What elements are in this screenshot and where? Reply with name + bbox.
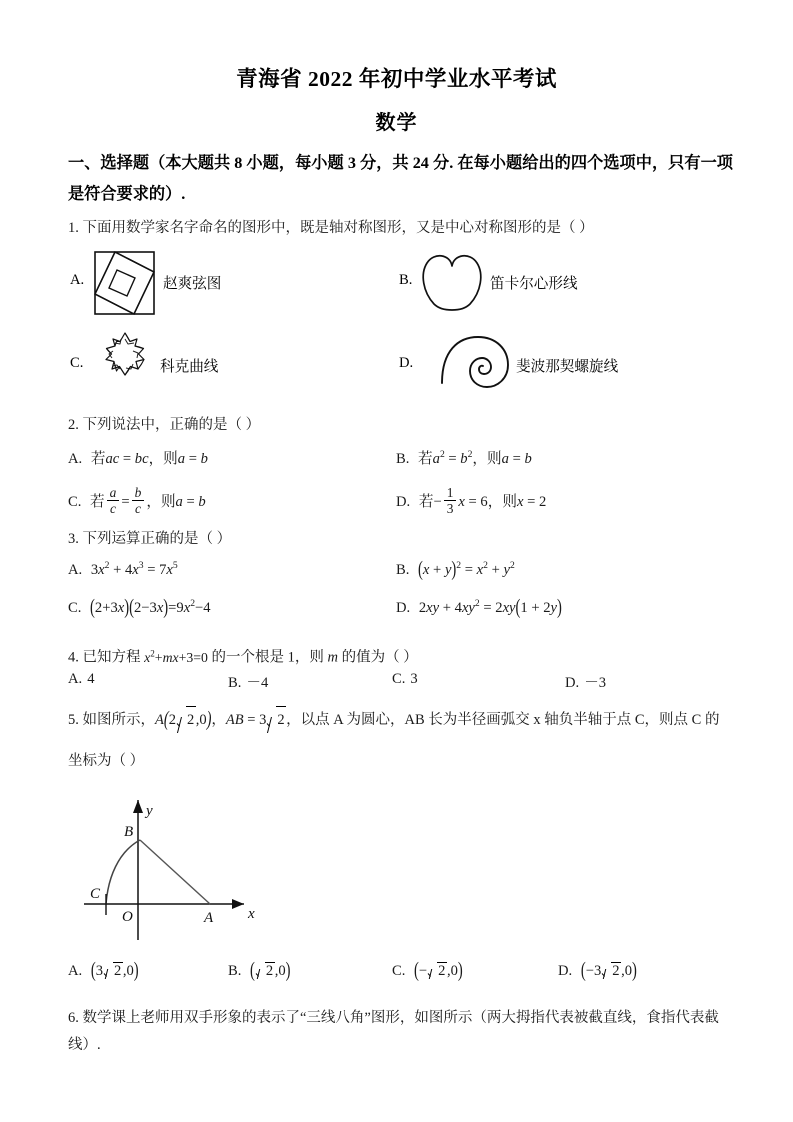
- question-1-option-c-label[interactable]: C.: [70, 355, 84, 371]
- question-1-option-d-name[interactable]: 斐波那契螺旋线: [516, 359, 619, 375]
- question-5-text-a: 如图所示，: [82, 712, 155, 728]
- question-5-option-d[interactable]: D. (−3 2 ,0): [558, 959, 637, 983]
- zhaoshuang-square-diagram: [93, 250, 156, 316]
- question-4-stem: 4. 已知方程 $x^2+mx+3=0$ 的一个根是 1，则 m 的值为（ ）: [68, 648, 418, 666]
- page-title: 青海省 2022 年初中学业水平考试: [236, 67, 557, 91]
- question-1-text: 下面用数学家名字命名的图形中，既是轴对称图形，又是中心对称图形的是（ ）: [82, 220, 594, 236]
- question-4-option-b-value: －4: [246, 675, 269, 691]
- question-2-option-a[interactable]: A. 若ac = bc，则a = b: [68, 451, 208, 467]
- question-5-stem-line2: 坐标为（ ）: [68, 753, 145, 769]
- question-3-option-d[interactable]: D. $2xy + 4xy^2 = 2xy(1 + 2y)$: [396, 596, 562, 620]
- question-4-option-b-label: B.: [228, 675, 242, 691]
- question-3-option-b-label: B.: [396, 561, 410, 578]
- question-5-number: 5.: [68, 712, 79, 728]
- question-1-option-b-label[interactable]: B.: [399, 272, 413, 288]
- question-5-option-a[interactable]: A. (3 2 ,0): [68, 959, 139, 983]
- svg-text:A: A: [204, 910, 214, 926]
- question-1-number: 1.: [68, 220, 79, 236]
- question-2-text: 下列说法中，正确的是（ ）: [82, 417, 261, 433]
- question-3-stem: [68, 526, 231, 553]
- fibonacci-spiral-curve: [440, 333, 512, 395]
- question-5-ab-expr: AB = 3 2: [226, 712, 286, 728]
- question-2-option-b-label: B.: [396, 451, 410, 467]
- question-1-option-c-name[interactable]: 科克曲线: [160, 359, 219, 375]
- question-3-option-c-label: C.: [68, 599, 82, 616]
- question-3-number: 3.: [68, 531, 79, 547]
- question-1-option-a-name[interactable]: 赵爽弦图: [163, 276, 222, 292]
- question-3-text: 下列运算正确的是（ ）: [82, 531, 232, 547]
- question-4-number: 4.: [68, 649, 79, 666]
- question-5-text-b: ，: [211, 712, 226, 728]
- question-5-point-a: A(2 2 ,0): [155, 712, 211, 728]
- question-2-stem: [68, 412, 260, 439]
- question-5-stem: [68, 706, 733, 734]
- svg-text:O: O: [122, 909, 133, 925]
- svg-text:y: y: [146, 803, 153, 819]
- question-1-stem: [68, 215, 728, 242]
- question-5-text-c: ，以点 A 为圆心，AB 长为半径画弧交 x 轴负半轴于点 C，则点 C 的: [286, 712, 720, 728]
- question-4-option-d[interactable]: [565, 671, 606, 692]
- question-4-option-a-value: 4: [87, 671, 95, 687]
- question-4-option-a-label: A.: [68, 671, 83, 687]
- question-5-option-d-label: D.: [558, 963, 573, 979]
- question-4-option-c-label: C.: [392, 671, 406, 687]
- question-4-option-a[interactable]: [68, 671, 95, 688]
- question-6-stem: [68, 1005, 740, 1059]
- question-4-text-mid: 的一个根是 1，则: [207, 649, 328, 666]
- question-6-number: 6.: [68, 1010, 79, 1026]
- question-4-variable: m: [327, 649, 339, 666]
- question-3-option-a-label: A.: [68, 561, 83, 578]
- koch-snowflake-curve: [92, 330, 158, 400]
- section-heading: 一、选择题（本大题共 8 小题，每小题 3 分，共 24 分. 在每小题给出的四个选项中，只有一项是符合要求的）.: [68, 154, 733, 203]
- question-4-option-c-value: 3: [410, 671, 418, 687]
- question-5-option-c[interactable]: C. (− 2 ,0): [392, 959, 463, 983]
- question-5-option-a-label: A.: [68, 963, 83, 979]
- svg-text:B: B: [124, 824, 134, 840]
- question-1-option-a-label[interactable]: A.: [70, 272, 85, 288]
- question-2-option-d[interactable]: D. 若− $\frac{1}{3}$ x = 6，则x = 2: [396, 485, 547, 517]
- question-4-option-b[interactable]: [228, 671, 268, 692]
- question-2-number: 2.: [68, 417, 79, 433]
- question-2-option-c[interactable]: C. 若 $\frac{a}{c}$ = $\frac{b}{c}$ ，则a = b: [68, 485, 206, 517]
- question-3-option-b[interactable]: B. $(x + y)^2 = x^2 + y^2$: [396, 558, 515, 582]
- question-5-option-b[interactable]: B. ( 2 ,0): [228, 959, 291, 983]
- question-3-option-c[interactable]: C. $(2+3x)(2-3x)=9x^2-4$: [68, 596, 211, 620]
- question-2-option-b[interactable]: B. 若$a^2 = b^2$，则a = b: [396, 449, 532, 467]
- question-4-text-post: 的值为（ ）: [338, 649, 418, 666]
- question-5-option-c-label: C.: [392, 963, 406, 979]
- question-2-option-a-label: A.: [68, 451, 83, 467]
- question-4-option-d-value: －3: [584, 675, 607, 691]
- descartes-cardioid-curve: [420, 252, 484, 314]
- question-2-option-d-label: D.: [396, 494, 411, 511]
- question-1-option-d-label[interactable]: D.: [399, 355, 414, 371]
- question-6-text: 数学课上老师用双手形象的表示了“三线八角”图形，如图所示（两大拇指代表被截直线，食指代表截线）.: [68, 1010, 719, 1053]
- svg-text:x: x: [248, 906, 255, 922]
- question-3-option-d-label: D.: [396, 599, 411, 616]
- svg-text:C: C: [90, 886, 101, 902]
- question-4-option-c[interactable]: [392, 671, 418, 688]
- subject-title: 数学: [375, 112, 418, 134]
- question-4-text-pre: 已知方程: [82, 649, 145, 666]
- question-3-option-a[interactable]: A. $3x^2 + 4x^3 = 7x^5$: [68, 560, 178, 578]
- question-2-option-c-label: C.: [68, 494, 82, 511]
- question-1-option-b-name[interactable]: 笛卡尔心形线: [490, 276, 578, 292]
- question-4-option-d-label: D.: [565, 675, 580, 691]
- coordinate-plane-arc-diagram: [76, 782, 271, 947]
- question-5-option-b-label: B.: [228, 963, 242, 979]
